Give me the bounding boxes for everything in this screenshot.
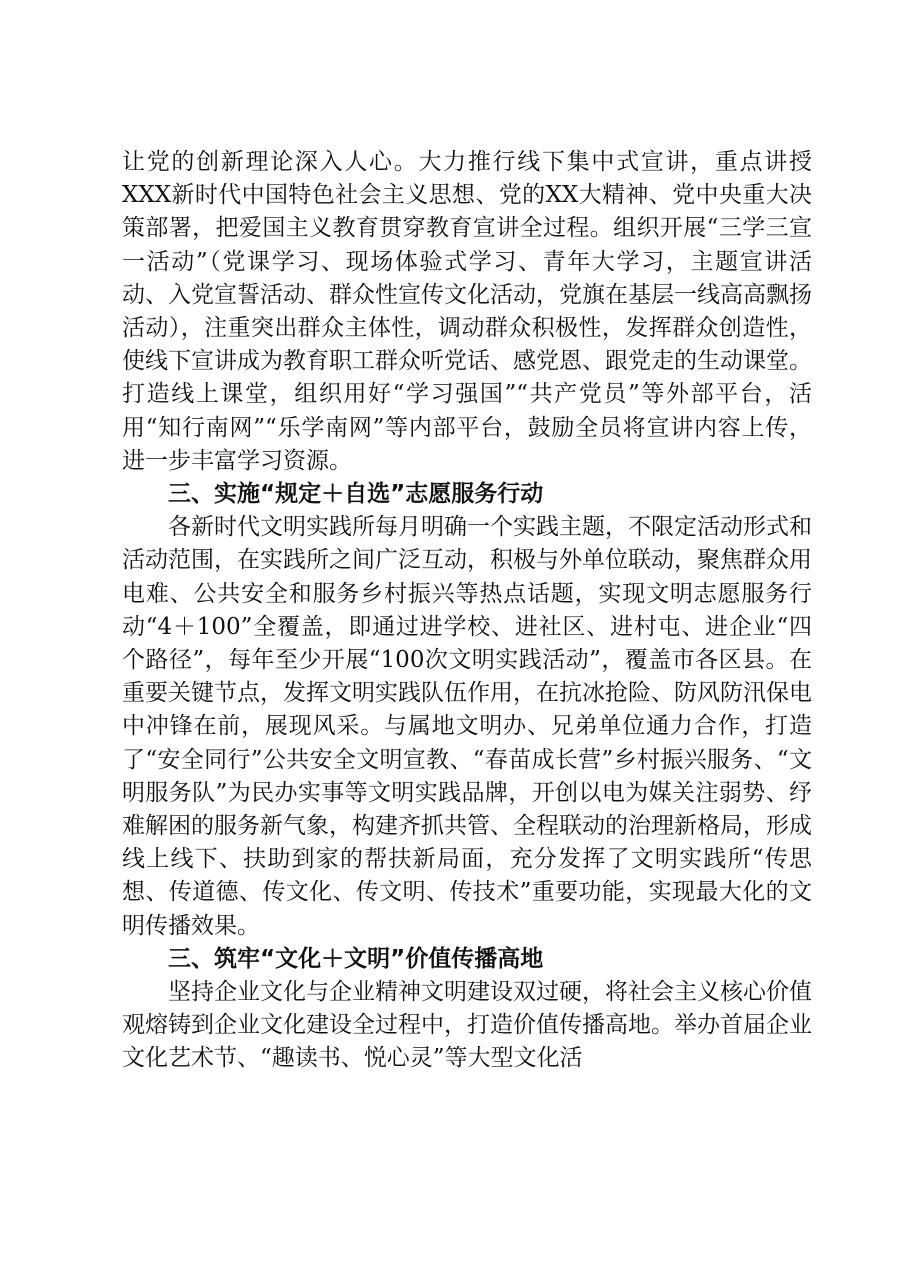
section-heading-volunteer-service: 三、实施“规定＋自选”志愿服务行动 (168, 481, 544, 508)
section-heading-culture-civilization: 三、筑牢“文化＋文明”价值传播高地 (168, 945, 544, 972)
paragraph-culture-civilization: 坚持企业文化与企业精神文明建设双过硬，将社会主义核心价值观熔铸到企业文化建设全过程中，打造价值传播高地。举办首届企业文化艺术节、“趣读书、悦心灵”等大型文化活 (122, 979, 812, 1072)
paragraph-volunteer-service: 各新时代文明实践所每月明确一个实践主题，不限定活动形式和活动范围，在实践所之间广泛互动，积极与外单位联动，聚焦群众用电难、公共安全和服务乡村振兴等热点话题，实现文明志愿服务行动“4＋100”全覆盖，即通过进学校、进社区、进村屯、进企业“四个路径”，每年至少开展“100次文明实践活动”，覆盖市各区县。在重要关键节点，发挥文明实践队伍作用，在抗冰抢险、防风防汛保电中冲锋在前，展现风采。与属地文明办、兄弟单位通力合作，打造了“安全同行”公共安全文明宣教、“春苗成长营”乡村振兴服务、“文明服务队”为民办实事等文明实践品牌，开创以电为媒关注弱势、纾难解困的服务新气象，构建齐抓共管、全程联动的治理新格局，形成线上线下、扶助到家的帮扶新局面，充分发挥了文明实践所“传思想、传道德、传文化、传文明、传技术”重要功能，实现最大化的文明传播效果。 (122, 514, 812, 939)
document-body (122, 146, 812, 1076)
paragraph-theory-propagation: 让党的创新理论深入人心。大力推行线下集中式宣讲，重点讲授XXX新时代中国特色社会主义思想、党的XX大精神、党中央重大决策部署，把爱国主义教育贯穿教育宣讲全过程。组织开展“三学三宣一活动”（党课学习、现场体验式学习、青年大学习，主题宣讲活动、入党宣誓活动、群众性宣传文化活动，党旗在基层一线高高飘扬活动），注重突出群众主体性，调动群众积极性，发挥群众创造性，使线下宣讲成为教育职工群众听党话、感党恩、跟党走的生动课堂。打造线上课堂，组织用好“学习强国”“共产党员”等外部平台，活用“知行南网”“乐学南网”等内部平台，鼓励全员将宣讲内容上传，进一步丰富学习资源。 (122, 149, 812, 474)
